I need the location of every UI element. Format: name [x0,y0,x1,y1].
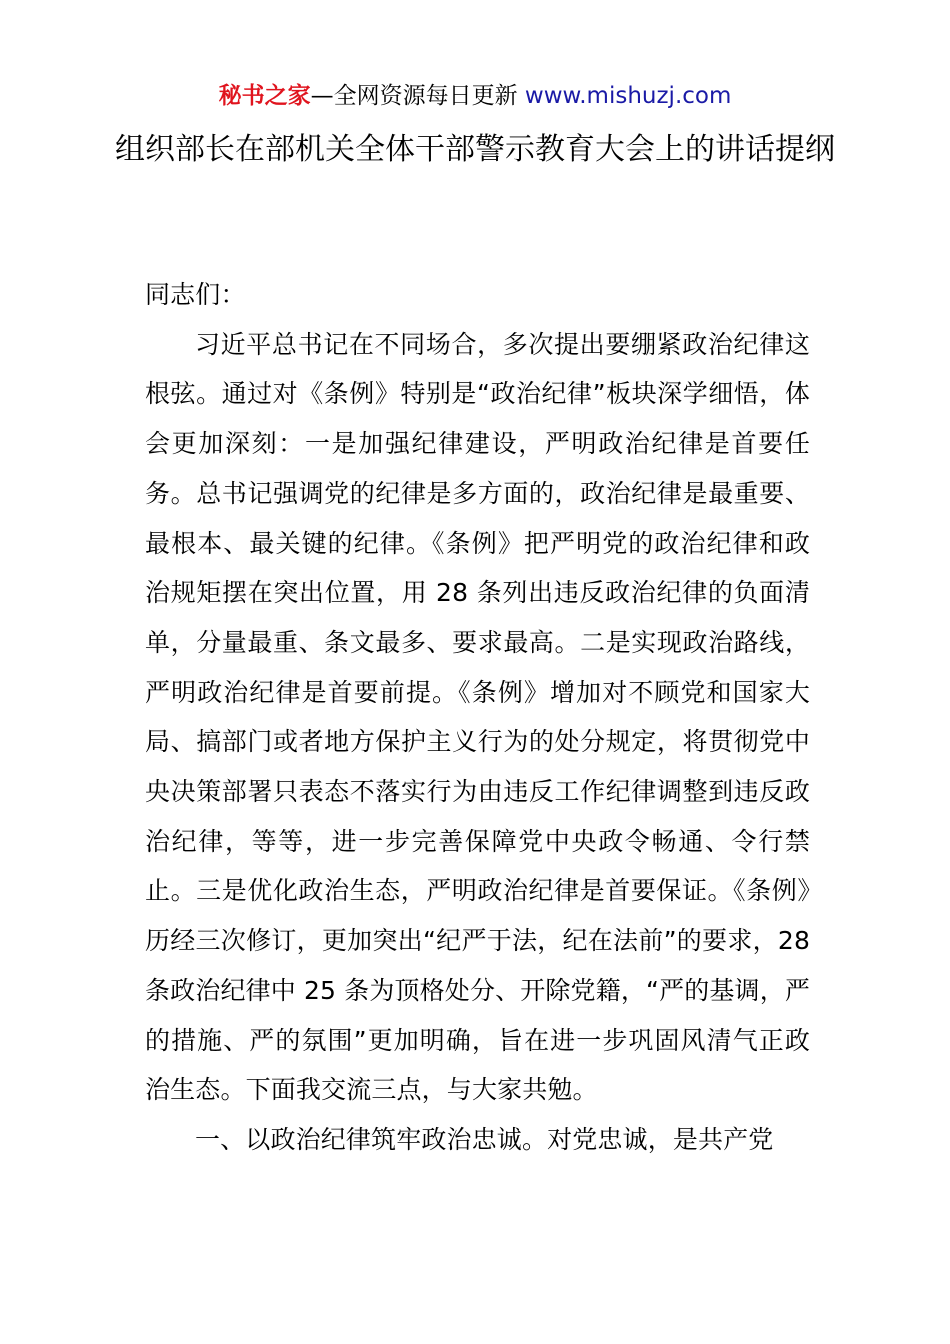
document-body [145,270,810,1165]
paragraph: 习近平总书记在不同场合，多次提出要绷紧政治纪律这根弦。通过对《条例》特别是“政治纪律”板块深学细悟，体会更加深刻：一是加强纪律建设，严明政治纪律是首要任务。总书记强调党的纪律是多方面的，政治纪律是最重要、最根本、最关键的纪律。《条例》把严明党的政治纪律和政治规矩摆在突出位置，用 28 条列出违反政治纪律的负面清单，分量最重、条文最多、要求最高。二是实现政治路线，严明政治纪律是首要前提。《条例》增加对不顾党和国家大局、搞部门或者地方保护主义行为的处分规定，将贯彻党中央决策部署只表态不落实行为由违反工作纪律调整到违反政治纪律，等等，进一步完善保障党中央政令畅通、令行禁止。三是优化政治生态，严明政治纪律是首要保证。《条例》历经三次修订，更加突出“纪严于法，纪在法前”的要求，28 条政治纪律中 25 条为顶格处分、开除党籍，“严的基调，严的措施、严的氛围”更加明确，旨在进一步巩固风清气正政治生态。下面我交流三点，与大家共勉。 [145,329,811,1105]
brand-name: 秘书之家 [218,83,311,109]
document-title: 组织部长在部机关全体干部警示教育大会上的讲话提纲 [115,132,835,167]
site-header [0,80,950,112]
salutation: 同志们： [145,280,246,309]
header-tagline: —全网资源每日更新 [310,83,525,109]
paragraph: 一、以政治纪律筑牢政治忠诚。对党忠诚，是共产党 [195,1124,774,1154]
site-url-link[interactable]: www.mishuzj.com [524,83,732,109]
